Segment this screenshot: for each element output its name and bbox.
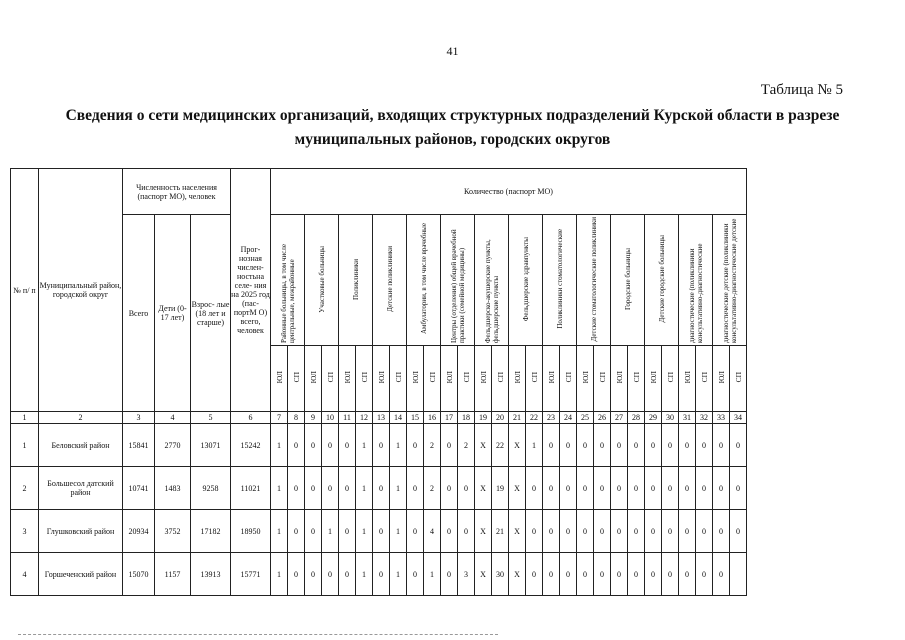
row-value: 1 (526, 424, 543, 467)
row-value: 1 (271, 510, 288, 553)
row-value: 1 (424, 553, 441, 596)
page-number: 41 (446, 44, 459, 58)
row-value: 0 (526, 553, 543, 596)
header-sub-sp (458, 346, 475, 412)
column-number: 24 (560, 412, 577, 424)
category-label: Детские поликлиники (385, 246, 394, 312)
sub-label: ЮЛ (376, 371, 386, 384)
page-bottom-rule (18, 634, 498, 635)
column-number: 21 (509, 412, 526, 424)
row-value: 1 (356, 467, 373, 510)
sub-label: ЮЛ (274, 371, 284, 384)
row-value: 0 (730, 467, 747, 510)
sub-label: СП (665, 372, 675, 383)
column-number: 1 (11, 412, 39, 424)
header-sub-yul (373, 346, 390, 412)
column-number: 18 (458, 412, 475, 424)
row-value: 0 (611, 467, 628, 510)
column-number: 23 (543, 412, 560, 424)
row-value: X (509, 467, 526, 510)
header-sub-sp (594, 346, 611, 412)
row-total: 15070 (123, 553, 155, 596)
row-value: X (475, 510, 492, 553)
column-number: 28 (628, 412, 645, 424)
column-number: 2 (39, 412, 123, 424)
row-value: 0 (407, 467, 424, 510)
header-sub-yul (271, 346, 288, 412)
header-category (407, 215, 441, 346)
row-value: 0 (543, 510, 560, 553)
row-value: 0 (373, 553, 390, 596)
row-value: 1 (271, 467, 288, 510)
header-sub-yul (475, 346, 492, 412)
category-label: Поликлиники (351, 258, 360, 300)
row-forecast: 18950 (231, 510, 271, 553)
row-value: 1 (322, 510, 339, 553)
row-value: 0 (628, 553, 645, 596)
column-number: 25 (577, 412, 594, 424)
column-number: 31 (679, 412, 696, 424)
row-value: 1 (356, 553, 373, 596)
row-total: 20934 (123, 510, 155, 553)
header-category (543, 215, 577, 346)
row-value: 0 (679, 510, 696, 553)
row-value: 0 (441, 510, 458, 553)
column-number: 13 (373, 412, 390, 424)
row-value: 0 (288, 467, 305, 510)
header-sub-yul (577, 346, 594, 412)
header-sub-yul (441, 346, 458, 412)
column-number: 27 (611, 412, 628, 424)
column-number: 33 (713, 412, 730, 424)
sub-label: ЮЛ (546, 371, 556, 384)
sub-label: ЮЛ (614, 371, 624, 384)
row-adults: 13913 (191, 553, 231, 596)
category-label: Участковые больницы (317, 245, 326, 313)
row-value: X (509, 424, 526, 467)
row-value (730, 553, 747, 596)
row-value: 0 (696, 510, 713, 553)
row-value: 0 (628, 467, 645, 510)
category-label: Детские городские больницы (657, 235, 666, 323)
row-value: 0 (441, 424, 458, 467)
row-value: 2 (458, 424, 475, 467)
sub-label: СП (529, 372, 539, 383)
header-category (679, 215, 713, 346)
row-value: 0 (713, 424, 730, 467)
row-value: 0 (407, 553, 424, 596)
column-number: 29 (645, 412, 662, 424)
table-row (11, 553, 747, 596)
row-children: 1157 (155, 553, 191, 596)
row-value: 0 (662, 424, 679, 467)
sub-label: СП (325, 372, 335, 383)
row-value: 3 (458, 553, 475, 596)
category-label: Детские стоматологические поликлиники (589, 216, 598, 342)
row-value: 0 (594, 467, 611, 510)
header-sub-yul (407, 346, 424, 412)
header-sub-yul (509, 346, 526, 412)
row-value: 0 (339, 510, 356, 553)
row-children: 3752 (155, 510, 191, 553)
column-number: 4 (155, 412, 191, 424)
row-value: 1 (390, 553, 407, 596)
row-value: 0 (713, 510, 730, 553)
row-value: 0 (594, 510, 611, 553)
sub-label: СП (359, 372, 369, 383)
header-population: Численность населения (паспорт МО), человек (123, 169, 231, 215)
header-category (713, 215, 747, 346)
category-label: Амбулатории, в том числе врачебные (419, 223, 428, 335)
column-number: 8 (288, 412, 305, 424)
table-row (11, 467, 747, 510)
row-value: 0 (560, 424, 577, 467)
category-label: диагностические детские (поликлиники консультативно-диагностические детские (721, 218, 738, 343)
sub-label: ЮЛ (444, 371, 454, 384)
row-value: X (475, 553, 492, 596)
column-number: 11 (339, 412, 356, 424)
row-district: Горшеченский район (39, 553, 123, 596)
row-value: 0 (713, 553, 730, 596)
row-value: 0 (441, 467, 458, 510)
row-value: 0 (560, 553, 577, 596)
header-category (339, 215, 373, 346)
row-value: X (509, 553, 526, 596)
header-total: Всего (123, 215, 155, 412)
row-value: 0 (373, 467, 390, 510)
row-value: 0 (611, 510, 628, 553)
row-value: 0 (662, 553, 679, 596)
row-value: 0 (543, 467, 560, 510)
row-value: 0 (645, 424, 662, 467)
table-number: Таблица № 5 (760, 82, 843, 98)
row-value: 2 (424, 424, 441, 467)
row-value: 0 (373, 510, 390, 553)
row-adults: 17182 (191, 510, 231, 553)
header-sub-yul (305, 346, 322, 412)
row-value: X (475, 424, 492, 467)
row-children: 1483 (155, 467, 191, 510)
sub-label: СП (393, 372, 403, 383)
row-district: Глушковский район (39, 510, 123, 553)
row-value: 0 (594, 424, 611, 467)
row-value: 0 (305, 553, 322, 596)
header-adults: Взрос- лые (18 лет и старше) (191, 215, 231, 412)
column-number: 32 (696, 412, 713, 424)
row-value: 1 (390, 467, 407, 510)
row-value: 1 (390, 424, 407, 467)
header-sub-sp (560, 346, 577, 412)
header-sub-yul (543, 346, 560, 412)
sub-label: ЮЛ (342, 371, 352, 384)
row-value: 0 (339, 467, 356, 510)
sub-label: СП (563, 372, 573, 383)
row-value: 0 (305, 424, 322, 467)
sub-label: ЮЛ (648, 371, 658, 384)
category-label: Поликлиники стоматологические (555, 229, 564, 329)
header-sub-yul (679, 346, 696, 412)
header-sub-sp (322, 346, 339, 412)
header-category (271, 215, 305, 346)
row-value: 0 (288, 553, 305, 596)
sub-label: СП (495, 372, 505, 383)
row-value: 0 (679, 467, 696, 510)
header-sub-sp (662, 346, 679, 412)
header-sub-yul (611, 346, 628, 412)
category-label: Районные больницы, в том числе центральные, межрайонные (279, 244, 296, 343)
sub-label: СП (461, 372, 471, 383)
sub-label: СП (291, 372, 301, 383)
sub-label: СП (631, 372, 641, 383)
document-title: Сведения о сети медицинских организаций, входящих структурных подразделений Курской области в разрезе муниципальных районов, городских округов (65, 107, 840, 148)
row-value: 0 (611, 553, 628, 596)
row-value: 0 (407, 510, 424, 553)
sub-label: ЮЛ (716, 371, 726, 384)
row-value: 0 (679, 424, 696, 467)
header-sub-sp (730, 346, 747, 412)
row-value: 0 (713, 467, 730, 510)
row-value: 0 (305, 510, 322, 553)
row-value: 0 (696, 424, 713, 467)
column-number: 10 (322, 412, 339, 424)
row-district: Беловский район (39, 424, 123, 467)
row-value: 0 (543, 424, 560, 467)
column-number: 34 (730, 412, 747, 424)
network-table (10, 168, 747, 596)
header-sub-sp (696, 346, 713, 412)
header-category (577, 215, 611, 346)
header-category (475, 215, 509, 346)
row-value: 1 (390, 510, 407, 553)
row-value: 0 (458, 510, 475, 553)
row-value: 0 (628, 424, 645, 467)
sub-label: СП (597, 372, 607, 383)
header-num: № п/ п (11, 169, 39, 412)
category-label: Центры (отделения) общей врачебной практики (семейной медицины) (449, 229, 466, 343)
row-value: 0 (322, 467, 339, 510)
row-value: 0 (611, 424, 628, 467)
row-total: 10741 (123, 467, 155, 510)
column-number: 9 (305, 412, 322, 424)
row-value: 0 (730, 424, 747, 467)
row-value: 0 (577, 467, 594, 510)
row-value: 0 (339, 424, 356, 467)
column-number: 5 (191, 412, 231, 424)
header-category (441, 215, 475, 346)
sub-label: ЮЛ (478, 371, 488, 384)
column-number: 19 (475, 412, 492, 424)
row-value: 0 (322, 424, 339, 467)
row-value: 0 (339, 553, 356, 596)
sub-label: ЮЛ (512, 371, 522, 384)
row-num: 1 (11, 424, 39, 467)
row-forecast: 11021 (231, 467, 271, 510)
row-value: 0 (662, 510, 679, 553)
header-category (509, 215, 543, 346)
row-forecast: 15771 (231, 553, 271, 596)
row-total: 15841 (123, 424, 155, 467)
header-sub-sp (356, 346, 373, 412)
table-row (11, 510, 747, 553)
category-label: диагностические (поликлиники консультативно-диагностические (687, 243, 704, 343)
header-sub-sp (424, 346, 441, 412)
row-value: 0 (407, 424, 424, 467)
row-value: X (475, 467, 492, 510)
sub-label: ЮЛ (308, 371, 318, 384)
header-sub-yul (713, 346, 730, 412)
row-adults: 9258 (191, 467, 231, 510)
row-value: 22 (492, 424, 509, 467)
row-value: 0 (373, 424, 390, 467)
header-quantity: Количество (паспорт МО) (271, 169, 747, 215)
row-district: Большесол датский район (39, 467, 123, 510)
header-forecast: Прог- нозная числен- ностьна селе- ния на 2025 год (пас- портМ О) всего, человек (231, 169, 271, 412)
column-number: 15 (407, 412, 424, 424)
row-value: 1 (271, 553, 288, 596)
column-number: 20 (492, 412, 509, 424)
table-row (11, 424, 747, 467)
row-value: 0 (645, 553, 662, 596)
row-value: 0 (560, 467, 577, 510)
row-value: 0 (662, 467, 679, 510)
sub-label: СП (699, 372, 709, 383)
sub-label: СП (733, 372, 743, 383)
header-sub-sp (526, 346, 543, 412)
row-value: 0 (288, 510, 305, 553)
row-value: 19 (492, 467, 509, 510)
row-value: 0 (458, 467, 475, 510)
header-sub-sp (390, 346, 407, 412)
header-category (305, 215, 339, 346)
row-value: 1 (271, 424, 288, 467)
sub-label: ЮЛ (682, 371, 692, 384)
row-value: 0 (441, 553, 458, 596)
header-sub-yul (339, 346, 356, 412)
column-number: 30 (662, 412, 679, 424)
row-num: 3 (11, 510, 39, 553)
sub-label: СП (427, 372, 437, 383)
header-category (373, 215, 407, 346)
column-number: 16 (424, 412, 441, 424)
header-district: Муниципальный район, городской округ (39, 169, 123, 412)
header-sub-sp (492, 346, 509, 412)
sub-label: ЮЛ (410, 371, 420, 384)
header-sub-sp (628, 346, 645, 412)
sub-label: ЮЛ (580, 371, 590, 384)
row-value: 0 (526, 510, 543, 553)
row-value: 0 (679, 553, 696, 596)
row-value: 0 (577, 553, 594, 596)
header-sub-sp (288, 346, 305, 412)
row-value: 0 (594, 553, 611, 596)
column-number: 7 (271, 412, 288, 424)
row-num: 2 (11, 467, 39, 510)
row-value: 2 (424, 467, 441, 510)
row-value: 0 (560, 510, 577, 553)
column-number: 26 (594, 412, 611, 424)
row-value: 1 (356, 424, 373, 467)
row-value: 4 (424, 510, 441, 553)
header-sub-yul (645, 346, 662, 412)
table-body (11, 169, 747, 596)
row-value: 0 (305, 467, 322, 510)
row-value: 0 (288, 424, 305, 467)
row-value: 0 (526, 467, 543, 510)
column-number: 6 (231, 412, 271, 424)
header-category (611, 215, 645, 346)
column-number: 22 (526, 412, 543, 424)
row-value: 0 (543, 553, 560, 596)
row-adults: 13071 (191, 424, 231, 467)
row-num: 4 (11, 553, 39, 596)
row-value: 0 (645, 467, 662, 510)
row-value: 0 (730, 510, 747, 553)
row-value: 1 (356, 510, 373, 553)
row-value: 0 (645, 510, 662, 553)
column-number: 3 (123, 412, 155, 424)
row-value: 0 (628, 510, 645, 553)
column-number: 14 (390, 412, 407, 424)
header-children: Дети (0- 17 лет) (155, 215, 191, 412)
category-label: Фельдшерско-акушерские пункты, фельдшерские пункты (483, 239, 500, 343)
header-category (645, 215, 679, 346)
column-number: 12 (356, 412, 373, 424)
row-value: 0 (696, 467, 713, 510)
category-label: Городские больницы (623, 248, 632, 310)
row-children: 2770 (155, 424, 191, 467)
row-value: 0 (577, 424, 594, 467)
row-value: 21 (492, 510, 509, 553)
category-label: Фельдшерские здравпункты (521, 236, 530, 322)
row-forecast: 15242 (231, 424, 271, 467)
row-value: X (509, 510, 526, 553)
column-number: 17 (441, 412, 458, 424)
row-value: 30 (492, 553, 509, 596)
row-value: 0 (696, 553, 713, 596)
row-value: 0 (322, 553, 339, 596)
row-value: 0 (577, 510, 594, 553)
